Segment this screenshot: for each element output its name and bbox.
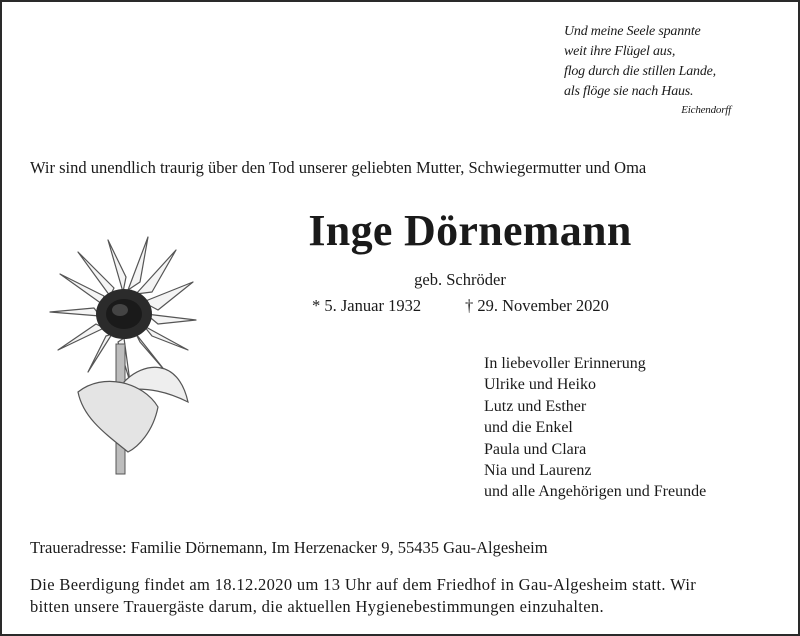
mourner-line: und alle Angehörigen und Freunde — [484, 483, 707, 501]
mourner-line: Lutz und Esther — [484, 397, 587, 415]
poem-author: Eichendorff — [681, 104, 731, 116]
poem — [564, 22, 739, 118]
mourner-line: Nia und Laurenz — [484, 462, 592, 480]
intro-text: Wir sind unendlich traurig über den Tod unserer geliebten Mutter, Schwiegermutter und Oma — [30, 158, 647, 177]
poem-line: als flöge sie nach Haus. — [564, 84, 694, 99]
death-date: † 29. November 2020 — [465, 296, 609, 315]
funeral-line: Die Beerdigung findet am 18.12.2020 um 13 Uhr auf dem Friedhof in Gau-Algesheim statt. Wir — [30, 575, 697, 594]
poem-line: flog durch die stillen Lande, — [564, 64, 716, 79]
funeral-info — [30, 574, 775, 618]
deceased-name: Inge Dörnemann — [308, 206, 632, 255]
mourner-line: In liebevoller Erinnerung — [484, 355, 646, 372]
poem-line: weit ihre Flügel aus, — [564, 44, 676, 59]
mourner-line: Ulrike und Heiko — [484, 376, 596, 394]
mourner-line: Paula und Clara — [484, 440, 587, 458]
mourners-list — [484, 353, 706, 503]
mourner-line: und die Enkel — [484, 419, 573, 437]
sunflower-icon — [48, 232, 198, 478]
mourning-address: Traueradresse: Familie Dörnemann, Im Herzenacker 9, 55435 Gau-Algesheim — [30, 538, 548, 557]
funeral-line: bitten unsere Trauergäste darum, die aktuellen Hygienebestimmungen einzuhalten. — [30, 597, 604, 616]
maiden-name: geb. Schröder — [414, 270, 506, 289]
poem-line: Und meine Seele spannte — [564, 24, 701, 39]
birth-date: * 5. Januar 1932 — [312, 296, 422, 315]
